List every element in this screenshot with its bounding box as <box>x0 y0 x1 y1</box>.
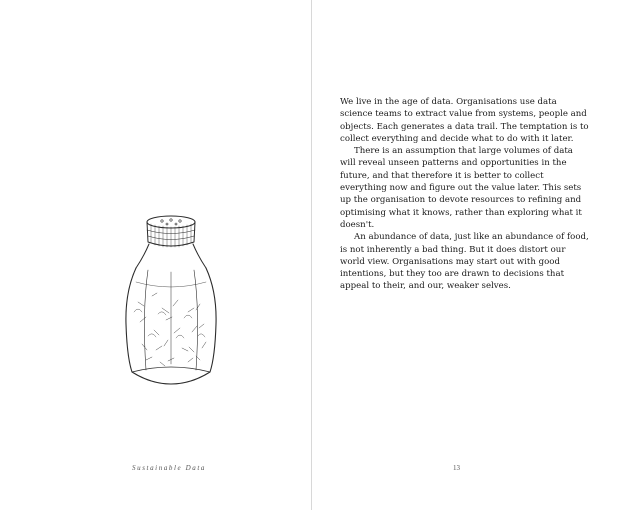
page-number: 13 <box>453 464 460 472</box>
paragraph-2: There is an assumption that large volumes of data will reveal unseen patterns and opportunities in the future, and that therefore it is better to collect everything now and figure out the value later. This sets up the organisation to devote resources to refining and optimising what it knows, rather than exploring what it doesn't. <box>340 146 582 230</box>
salt-shaker-icon <box>118 212 224 388</box>
paragraph-1: We live in the age of data. Organisations use data science teams to extract value from systems, people and objects. Each generates a data trail. The temptation is to collect everything and decide what to do with it later. <box>340 97 589 144</box>
body-text <box>340 96 590 293</box>
right-page <box>313 0 624 510</box>
left-page <box>0 0 311 510</box>
gutter-divider <box>311 0 312 510</box>
running-head: Sustainable Data <box>132 464 207 472</box>
paragraph-3: An abundance of data, just like an abundance of food, is not inherently a bad thing. But it does distort our world view. Organisations may start out with good intentions, but they too are drawn to decisions that appeal to their, and our, weaker selves. <box>340 232 589 292</box>
